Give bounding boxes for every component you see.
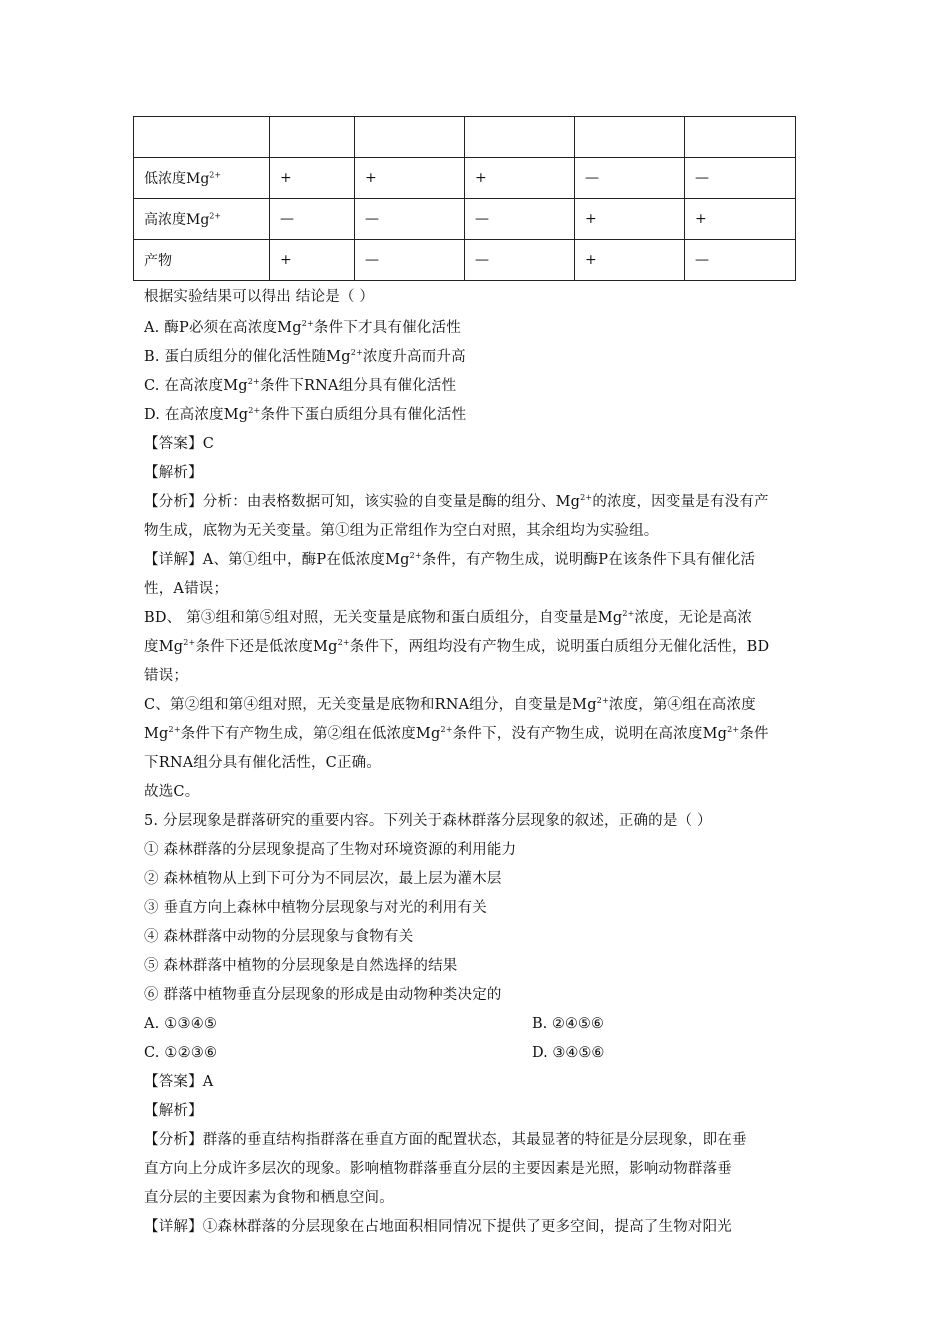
q4-option-d: D. 在高浓度$Mg^{2+}$条件下蛋白质组分具有催化活性 [144,406,467,423]
row-label: 高浓度$Mg^{2+}$ [134,199,270,240]
table-row [134,158,796,199]
q4-detail-bd-line-1: BD、 第③组和第⑤组对照，无关变量是底物和蛋白质组分，自变量是$Mg^{2+}$浓度，无论是高浓 [144,609,753,626]
row-label [134,117,270,158]
table-cell: + [355,158,465,199]
q4-analysis-line-1: 【分析】分析：由表格数据可知，该实验的自变量是酶的组分、$Mg^{2+}$的浓度，因变量是有没有产 [144,493,769,510]
q5-option-d: D. ③④⑤⑥ [532,1045,605,1061]
q4-detail-a-line-2: 性，A错误； [144,581,229,597]
table-cell: — [355,199,465,240]
table-row [134,240,796,281]
table-cell [355,117,465,158]
table-cell: + [270,240,355,281]
q4-detail-bd-line-2: 度$Mg^{2+}$条件下还是低浓度$Mg^{2+}$条件下，两组均没有产物生成，说明蛋白质组分无催化活性，BD [144,638,770,655]
table-cell: — [270,199,355,240]
q4-stem: 根据实验结果可以得出 结论是（ ） [144,289,375,305]
table-cell: + [575,199,685,240]
q4-answer: 【答案】C [144,436,215,452]
table-cell: + [465,158,575,199]
table-cell: — [685,240,796,281]
experiment-table [133,116,796,281]
table-cell: + [575,240,685,281]
q5-item-2: ② 森林植物从上到下可分为不同层次，最上层为灌木层 [144,871,502,887]
q4-conclusion: 故选C。 [144,784,200,800]
q5-answer: 【答案】A [144,1074,214,1090]
table-cell [575,117,685,158]
row-label: 产物 [134,240,270,281]
table-cell [465,117,575,158]
row-label: 低浓度$Mg^{2+}$ [134,158,270,199]
q5-option-a: A. ①③④⑤ [144,1016,218,1032]
q4-analysis-line-2: 物生成，底物为无关变量。第①组为正常组作为空白对照，其余组均为实验组。 [144,523,659,539]
table-cell: — [355,240,465,281]
q5-item-3: ③ 垂直方向上森林中植物分层现象与对光的利用有关 [144,900,487,916]
q5-analysis-line-2: 直方向上分成许多层次的现象。影响植物群落垂直分层的主要因素是光照，影响动物群落垂 [144,1161,732,1177]
q4-analysis-heading: 【解析】 [144,465,203,481]
table-row [134,117,796,158]
table-cell: — [465,199,575,240]
q5-option-c: C. ①②③⑥ [144,1045,218,1061]
q4-detail-c-line-2: $Mg^{2+}$条件下有产物生成，第②组在低浓度$Mg^{2+}$条件下，没有产物生成，说明在高浓度$Mg^{2+}$条件 [144,725,769,742]
q4-detail-c-line-1: C、第②组和第④组对照，无关变量是底物和RNA组分，自变量是$Mg^{2+}$浓度，第④组在高浓度 [144,696,756,713]
table-cell: — [465,240,575,281]
table-cell: — [685,158,796,199]
table-row [134,199,796,240]
q5-option-b: B. ②④⑤⑥ [532,1016,604,1032]
q4-option-c: C. 在高浓度$Mg^{2+}$条件下RNA组分具有催化活性 [144,377,457,394]
q4-detail-c-line-3: 下RNA组分具有催化活性，C正确。 [144,755,382,771]
table-cell [270,117,355,158]
q5-analysis-line-3: 直分层的主要因素为食物和栖息空间。 [144,1190,394,1206]
q4-detail-bd-line-3: 错误； [144,668,189,684]
q5-analysis-heading: 【解析】 [144,1103,203,1119]
table-cell [685,117,796,158]
q5-item-1: ① 森林群落的分层现象提高了生物对环境资源的利用能力 [144,842,517,858]
q5-item-6: ⑥ 群落中植物垂直分层现象的形成是由动物种类决定的 [144,987,502,1003]
table-cell: — [575,158,685,199]
table-cell: + [685,199,796,240]
q4-option-a: A. 酶P必须在高浓度$Mg^{2+}$条件下才具有催化活性 [144,319,461,336]
q5-detail-line-1: 【详解】①森林群落的分层现象在占地面积相同情况下提供了更多空间，提高了生物对阳光 [144,1219,732,1235]
q5-analysis-line-1: 【分析】群落的垂直结构指群落在垂直方面的配置状态，其最显著的特征是分层现象，即在垂 [144,1132,747,1148]
q4-detail-a-line-1: 【详解】A、第①组中，酶P在低浓度$Mg^{2+}$条件，有产物生成，说明酶P在该条件下具有催化活 [144,551,756,568]
q5-stem: 5. 分层现象是群落研究的重要内容。下列关于森林群落分层现象的叙述，正确的是（ ） [144,813,712,829]
table-cell: + [270,158,355,199]
q5-item-4: ④ 森林群落中动物的分层现象与食物有关 [144,929,414,945]
q5-item-5: ⑤ 森林群落中植物的分层现象是自然选择的结果 [144,958,458,974]
q4-option-b: B. 蛋白质组分的催化活性随$Mg^{2+}$浓度升高而升高 [144,348,466,365]
